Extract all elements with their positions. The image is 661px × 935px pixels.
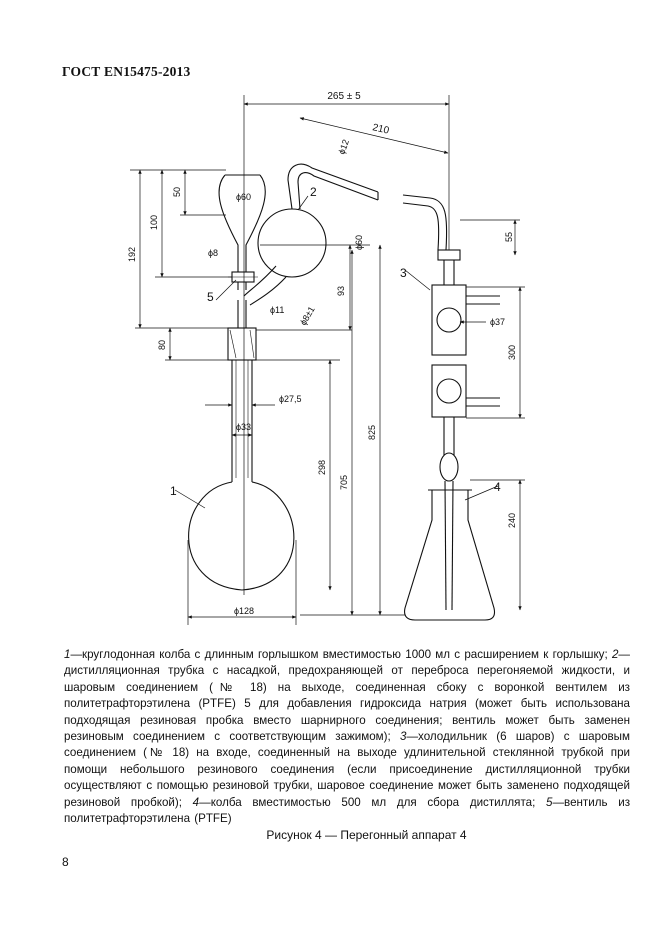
dim-cond-len: 300	[507, 344, 517, 360]
callout-1: 1	[170, 484, 177, 498]
standard-header: ГОСТ EN15475-2013	[62, 64, 191, 79]
dim-neck-len: 298	[317, 459, 327, 475]
round-bottom-flask	[189, 482, 294, 590]
receiver-flask	[405, 490, 495, 620]
callout-3: 3	[400, 266, 407, 280]
dim-joint-size: ϕ8±1	[298, 304, 317, 327]
dim-joint-dia: ϕ11	[270, 305, 285, 315]
inlet-tube	[403, 195, 447, 250]
dim-overall-width: 265 ± 5	[327, 91, 361, 102]
dim-cond-dia: ϕ37	[490, 317, 506, 327]
dim-tube-diameter: ϕ12	[336, 138, 352, 156]
dim-flask-top: 192	[127, 246, 137, 262]
caption-item-4-number: 4	[192, 795, 200, 809]
dim-tube-length: 210	[371, 122, 391, 137]
dim-flask-dia: ϕ128	[234, 606, 255, 616]
dim-bulb-to-joint: 93	[336, 285, 346, 296]
caption-item-1-text: —круглодонная колба с длинным горлышком вместимостью 1000 мл с расширением к горлышку;	[70, 648, 612, 661]
dim-cond-top: 55	[504, 231, 514, 242]
dim-outlet-len: 240	[507, 512, 517, 528]
caption-item-5-number: 5	[546, 795, 553, 809]
dim-top-to-valve: 100	[149, 214, 159, 230]
caption-item-3-number: 3	[400, 730, 407, 744]
dim-stopper-len: 80	[157, 339, 167, 350]
dim-funnel-height: 50	[172, 186, 182, 197]
caption-item-2-number: 2	[611, 648, 619, 661]
figure-caption	[64, 647, 630, 827]
splash-bulb	[258, 209, 326, 277]
dim-neck-dia: ϕ27,5	[279, 394, 302, 404]
caption-item-4-text: —колба вместимостью 500 мл для сбора дистиллята;	[199, 795, 546, 809]
dim-total-len: 825	[367, 424, 377, 440]
dim-valve-dia: ϕ8	[208, 248, 219, 258]
dim-flask-len: 705	[339, 474, 349, 490]
dim-funnel-dia: ϕ60	[236, 192, 252, 202]
caption-item-2-text: —дистилляционная трубка с насадкой, предохраняющей от переброса перегоняемой жидкости, и шаровым соединением (№ 18) на выходе, соединенная сбоку с воронкой вентилем из политетрафторэтилена (PTFE) 5 для добавления гидроксида натрия (может быть использована подходящая резиновая пробка вместо шарнирного соединения; вентиль может быть заменен резиновым соединением с соответствующим зажимом);	[64, 648, 630, 744]
caption-item-3-text: —холодильник (6 шаров) с шаровым соединением (№ 18) на входе, соединенный на выходе удлинительной стеклянной трубкой при помощи небольшого резинового соединения (если присоединение дистилляционной трубки осуществляют с помощью резиновой трубки, шаровое соединение может быть заменено подходящей резиновой пробкой);	[64, 730, 630, 809]
ball-joint	[438, 250, 460, 260]
caption-item-1-number: 1	[64, 648, 71, 661]
callout-5: 5	[207, 290, 214, 304]
page-number: 8	[62, 855, 69, 869]
caption-item-5-text: —вентиль из политетрафторэтилена (PTFE)	[64, 795, 631, 826]
figure-title: Рисунок 4 — Перегонный аппарат 4	[266, 828, 467, 842]
distillation-tube	[288, 164, 378, 209]
dim-bulb-dia: ϕ60	[354, 234, 364, 250]
dim-neck-inner: ϕ33	[236, 422, 252, 432]
callout-2: 2	[310, 185, 317, 199]
callout-4: 4	[494, 480, 501, 494]
